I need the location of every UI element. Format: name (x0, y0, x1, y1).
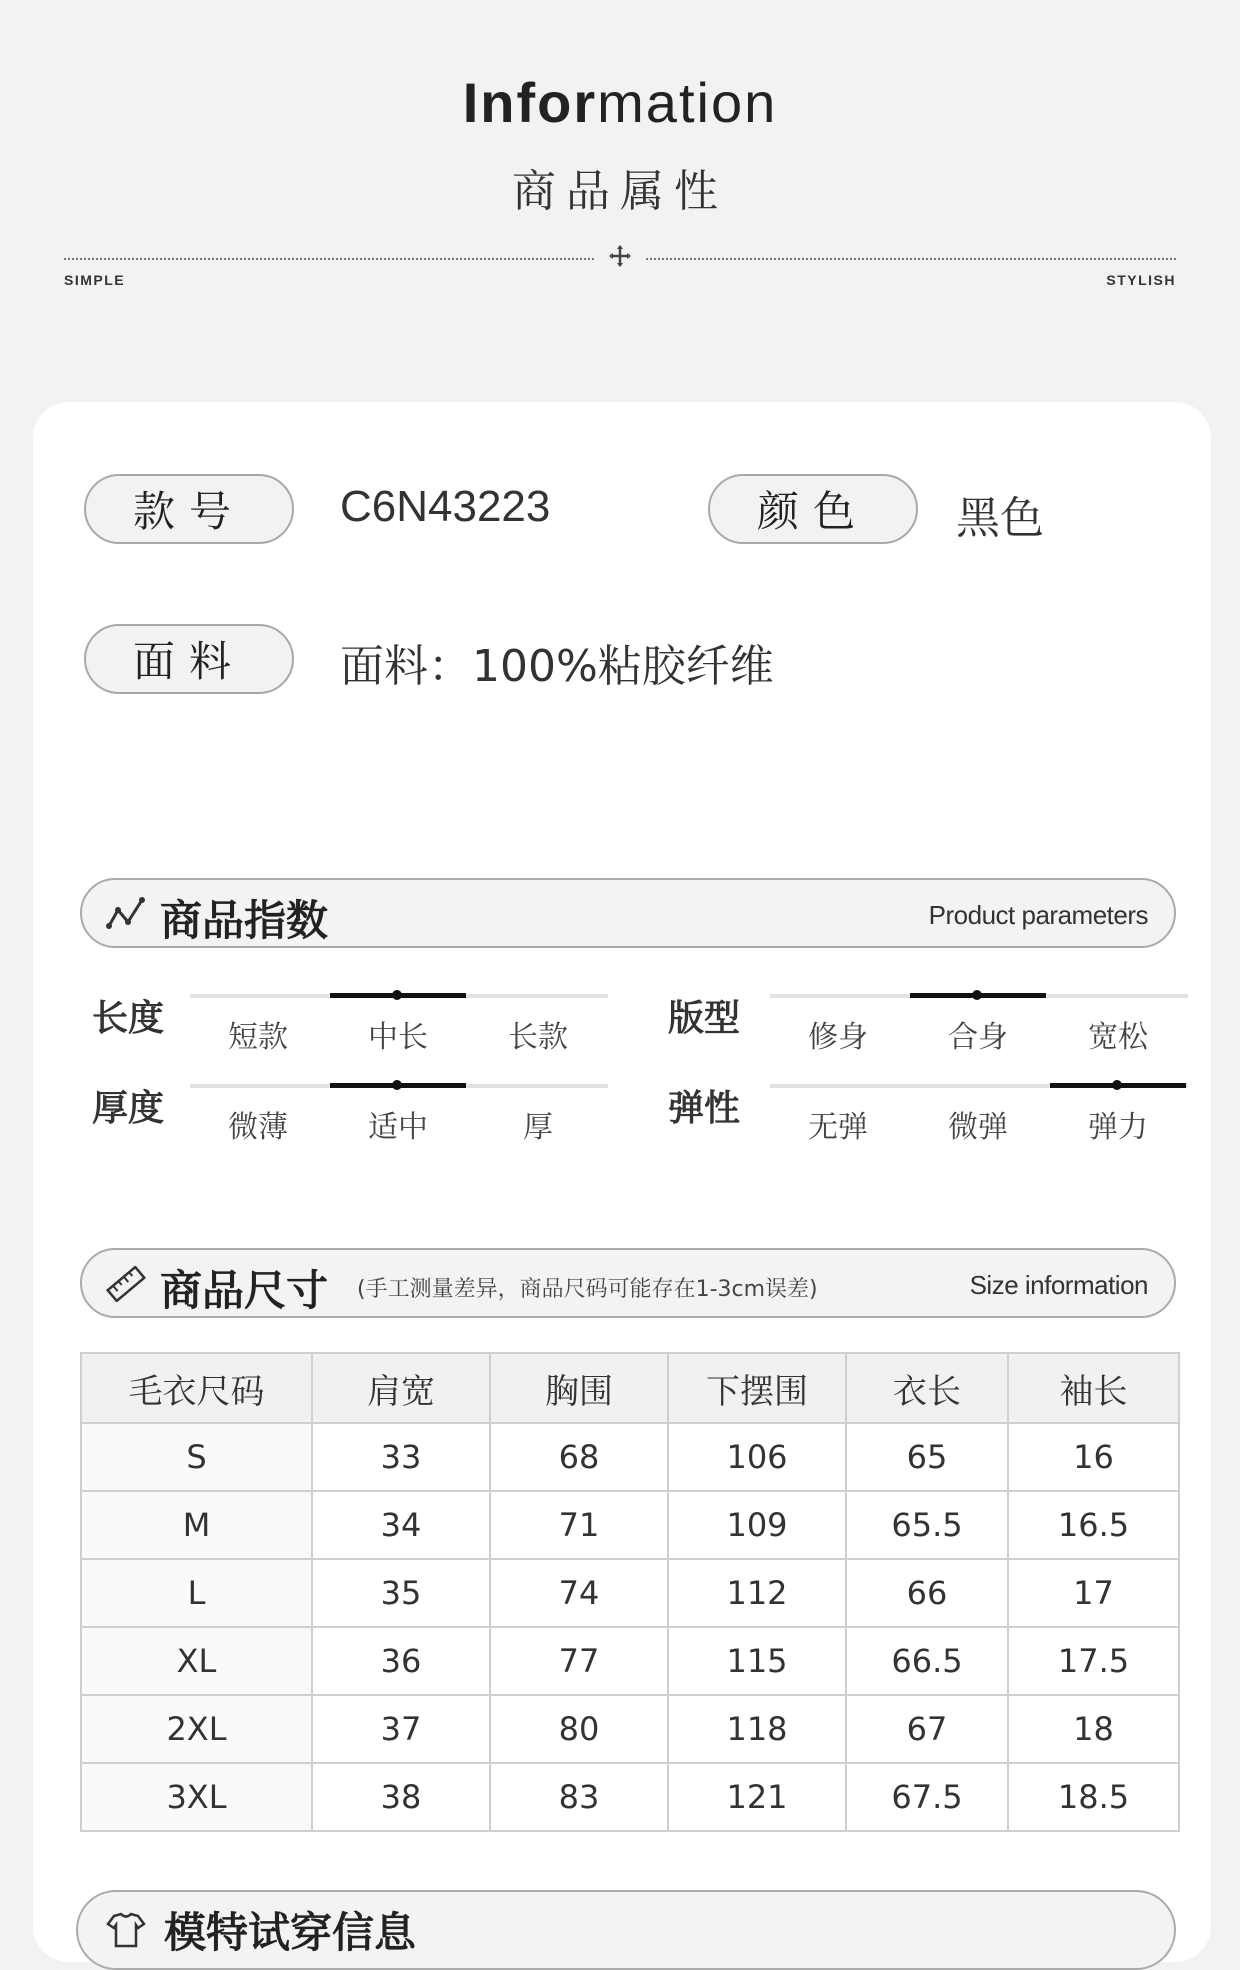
table-row (81, 1627, 1179, 1695)
parameter-selected-marker (330, 993, 466, 998)
fabric-value: 面料：100%粘胶纤维 (340, 641, 774, 692)
table-row (81, 1423, 1179, 1491)
measurement-cell: 38 (312, 1763, 490, 1831)
size-label-cell: S (81, 1423, 312, 1491)
size-table-column-header: 毛衣尺码 (81, 1353, 312, 1423)
measurement-cell: 66.5 (846, 1627, 1008, 1695)
measurement-cell: 65 (846, 1423, 1008, 1491)
size-information-title-en: Size information (969, 1270, 1148, 1300)
size-table-column-header: 胸围 (490, 1353, 668, 1423)
size-label-cell: 3XL (81, 1763, 312, 1831)
parameter-segment (1050, 994, 1186, 998)
measurement-cell: 16.5 (1008, 1491, 1179, 1559)
table-row (81, 1559, 1179, 1627)
product-parameters-title: 商品指数 (160, 896, 329, 945)
divider-left (64, 258, 594, 260)
measurement-cell: 17.5 (1008, 1627, 1179, 1695)
size-label-cell: L (81, 1559, 312, 1627)
color-label: 颜色 (708, 474, 918, 544)
parameter-option: 短款 (228, 1020, 288, 1055)
size-table-header-row (81, 1353, 1179, 1423)
tshirt-icon (106, 1912, 146, 1948)
parameter-option: 宽松 (1088, 1020, 1148, 1055)
measurement-cell: 33 (312, 1423, 490, 1491)
parameter-option: 合身 (948, 1020, 1008, 1055)
parameter-scale (190, 994, 608, 998)
color-value: 黑色 (956, 493, 1044, 544)
measurement-cell: 71 (490, 1491, 668, 1559)
cross-ornament-icon (608, 244, 632, 268)
table-row (81, 1695, 1179, 1763)
size-information-header (80, 1248, 1176, 1318)
size-table-column-header: 肩宽 (312, 1353, 490, 1423)
measurement-cell: 80 (490, 1695, 668, 1763)
style-number-value: C6N43223 (340, 482, 551, 531)
measurement-cell: 16 (1008, 1423, 1179, 1491)
measurement-cell: 77 (490, 1627, 668, 1695)
measurement-cell: 18 (1008, 1695, 1179, 1763)
parameter-option: 微薄 (228, 1110, 288, 1145)
parameter-segment (190, 1084, 326, 1088)
model-info-header (76, 1890, 1176, 1970)
size-label-cell: 2XL (81, 1695, 312, 1763)
size-label-cell: XL (81, 1627, 312, 1695)
parameter-name: 厚度 (92, 1088, 165, 1129)
parameter-name: 弹性 (668, 1088, 741, 1129)
size-label-cell: M (81, 1491, 312, 1559)
parameter-segment (470, 994, 606, 998)
parameter-scale (770, 1084, 1188, 1088)
product-parameters-header (80, 878, 1176, 948)
simple-label: SIMPLE (64, 272, 126, 288)
measurement-cell: 109 (668, 1491, 846, 1559)
divider-right (646, 258, 1176, 260)
size-table-column-header: 衣长 (846, 1353, 1008, 1423)
measurement-cell: 67 (846, 1695, 1008, 1763)
parameter-name: 版型 (668, 998, 741, 1039)
measurement-cell: 17 (1008, 1559, 1179, 1627)
measurement-cell: 118 (668, 1695, 846, 1763)
page-title-en: Information (462, 71, 778, 134)
parameter-option: 厚 (523, 1110, 553, 1145)
measurement-cell: 66 (846, 1559, 1008, 1627)
table-row (81, 1763, 1179, 1831)
size-measurement-note: (手工测量差异，商品尺码可能存在1-3cm误差) (357, 1277, 818, 1302)
measurement-cell: 35 (312, 1559, 490, 1627)
parameter-selected-marker (1050, 1083, 1186, 1088)
parameter-option: 无弹 (808, 1110, 868, 1145)
measurement-cell: 74 (490, 1559, 668, 1627)
parameter-scale (770, 994, 1188, 998)
measurement-cell: 34 (312, 1491, 490, 1559)
stylish-label: STYLISH (1106, 272, 1176, 288)
measurement-cell: 115 (668, 1627, 846, 1695)
measurement-cell: 36 (312, 1627, 490, 1695)
parameter-option: 修身 (808, 1020, 868, 1055)
parameter-segment (470, 1084, 606, 1088)
size-table-column-header: 下摆围 (668, 1353, 846, 1423)
measurement-cell: 67.5 (846, 1763, 1008, 1831)
parameter-option: 适中 (368, 1110, 428, 1145)
size-table-column-header: 袖长 (1008, 1353, 1179, 1423)
parameter-scale (190, 1084, 608, 1088)
size-information-title: 商品尺寸 (160, 1266, 329, 1315)
measurement-cell: 112 (668, 1559, 846, 1627)
measurement-cell: 106 (668, 1423, 846, 1491)
measurement-cell: 68 (490, 1423, 668, 1491)
measurement-cell: 121 (668, 1763, 846, 1831)
size-table (80, 1352, 1180, 1832)
ruler-icon (106, 1266, 146, 1302)
measurement-cell: 65.5 (846, 1491, 1008, 1559)
model-info-title: 模特试穿信息 (164, 1908, 417, 1957)
parameter-option: 长款 (508, 1020, 568, 1055)
header (0, 0, 1240, 300)
product-parameters-title-en: Product parameters (928, 900, 1148, 930)
parameter-segment (770, 1084, 906, 1088)
parameter-segment (910, 1084, 1046, 1088)
page-title-cn: 商品属性 (512, 166, 728, 217)
parameter-selected-marker (910, 993, 1046, 998)
parameter-segment (770, 994, 906, 998)
fabric-label: 面料 (84, 624, 294, 694)
parameter-segment (190, 994, 326, 998)
measurement-cell: 18.5 (1008, 1763, 1179, 1831)
parameter-selected-marker (330, 1083, 466, 1088)
measurement-cell: 83 (490, 1763, 668, 1831)
style-number-label: 款号 (84, 474, 294, 544)
measurement-cell: 37 (312, 1695, 490, 1763)
parameter-option: 弹力 (1088, 1110, 1148, 1145)
parameter-name: 长度 (92, 998, 165, 1039)
parameter-option: 中长 (368, 1020, 428, 1055)
trend-line-icon (106, 896, 146, 932)
parameter-option: 微弹 (948, 1110, 1008, 1145)
table-row (81, 1491, 1179, 1559)
